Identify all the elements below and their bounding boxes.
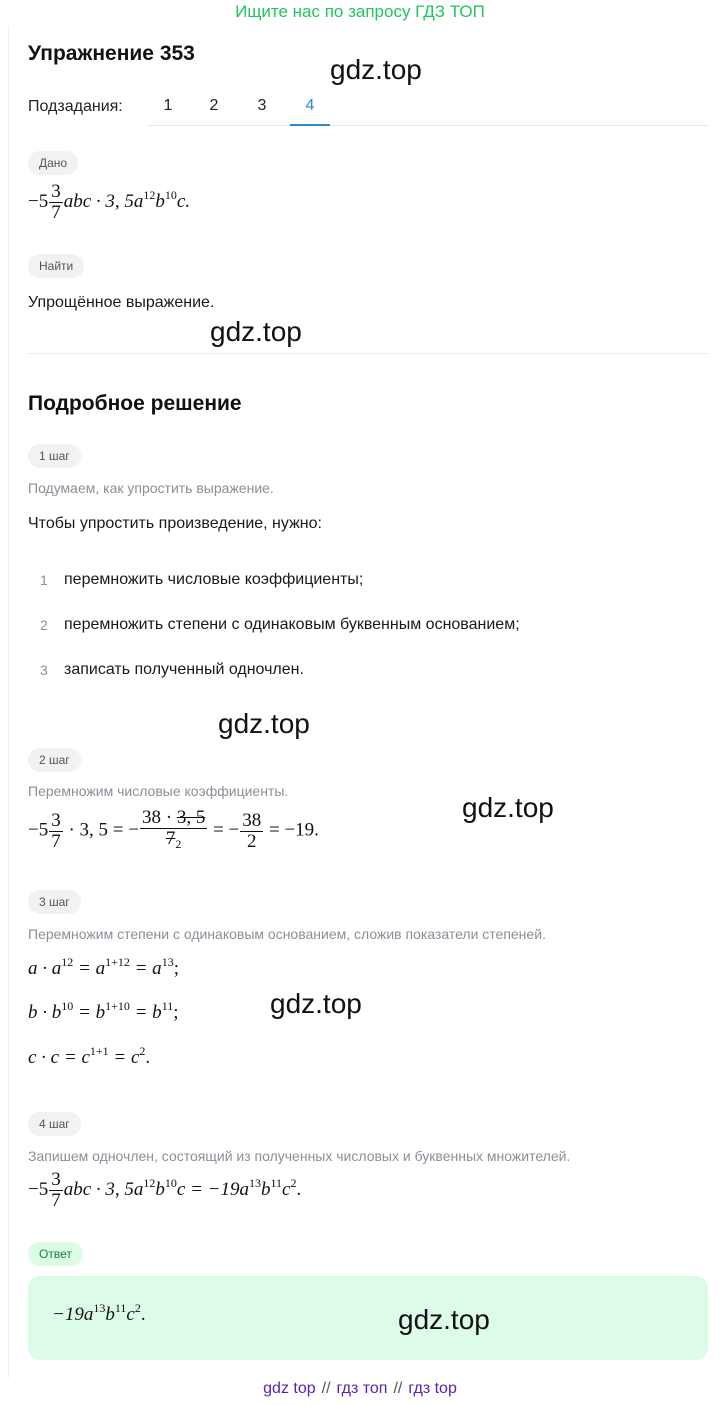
answer-expression: $-19a^{13}b^{11}c^2$. (52, 1301, 146, 1325)
watermark: gdz.top (330, 54, 422, 85)
footer-separator: // (321, 1380, 331, 1397)
given-expression: −5 $\frac{3}{7}$ abc · 3, $5a^{12}b^{10}c$. (28, 181, 191, 223)
solution-title: Подробное решение (28, 392, 242, 415)
step-2-expression: −5 $\frac{3}{7}$ · 3, 5 = − $\frac{38 \cdot 3, 5}{7_2}$ = − $\frac{38}{2}$ = −19. (28, 807, 319, 852)
footer-link-gdz-top-mixed[interactable]: гдз top (408, 1380, 457, 1397)
watermark: gdz.top (210, 316, 302, 347)
find-pill: Найти (28, 254, 84, 278)
step-3-line-b: $b \cdot b^{10} = b^{1+10} = b^{11}$; (28, 999, 179, 1023)
step-4-pill: 4 шаг (28, 1112, 81, 1136)
step-4-hint: Запишем одночлен, состоящий из полученных числовых и буквенных множителей. (28, 1148, 571, 1164)
subtask-tab-3[interactable]: 3 (257, 97, 267, 114)
step-2-hint: Перемножим числовые коэффициенты. (28, 783, 289, 799)
step-1-intro: Чтобы упростить произведение, нужно: (28, 515, 322, 532)
list-item: 2 перемножить степени с одинаковым буквенным основанием; (40, 616, 520, 633)
subtasks-label: Подзадания: (28, 98, 123, 115)
given-pill: Дано (28, 151, 78, 175)
subtasks-row (28, 94, 708, 126)
answer-pill: Ответ (28, 1242, 83, 1266)
watermark: gdz.top (398, 1304, 490, 1335)
step-4-expression: −5 $\frac{3}{7}$ abc · 3, $5a^{12}b^{10}c = -19a^{13}b^{11}c^2$. (28, 1169, 302, 1211)
step-3-line-a: $a \cdot a^{12} = a^{1+12} = a^{13}$; (28, 955, 179, 979)
watermark: gdz.top (462, 792, 554, 823)
step-2-pill: 2 шаг (28, 748, 81, 772)
footer-link-gdz-top[interactable]: gdz top (263, 1380, 316, 1397)
list-item: 1 перемножить числовые коэффициенты; (40, 571, 364, 588)
find-text: Упрощённое выражение. (28, 294, 215, 311)
section-divider (28, 353, 708, 354)
subtask-tab-2[interactable]: 2 (209, 97, 219, 114)
step-1-pill: 1 шаг (28, 444, 81, 468)
subtask-tab-4[interactable]: 4 (290, 94, 330, 126)
footer-link-gdz-top-ru[interactable]: гдз топ (336, 1380, 388, 1397)
footer-separator: // (393, 1380, 403, 1397)
subtasks-tabs (148, 94, 708, 126)
step-3-pill: 3 шаг (28, 890, 81, 914)
page-title: Упражнение 353 (28, 42, 195, 65)
footer-links (0, 1380, 720, 1398)
list-item: 3 записать полученный одночлен. (40, 661, 304, 678)
search-banner[interactable]: Ищите нас по запросу ГДЗ ТОП (235, 2, 485, 21)
step-3-hint: Перемножим степени с одинаковым основанием, сложив показатели степеней. (28, 926, 546, 942)
watermark: gdz.top (270, 988, 362, 1019)
step-3-line-c: $c \cdot c = c^{1+1} = c^2$. (28, 1044, 151, 1068)
subtask-tab-1[interactable]: 1 (163, 97, 173, 114)
watermark: gdz.top (218, 708, 310, 739)
step-1-hint: Подумаем, как упростить выражение. (28, 480, 274, 496)
